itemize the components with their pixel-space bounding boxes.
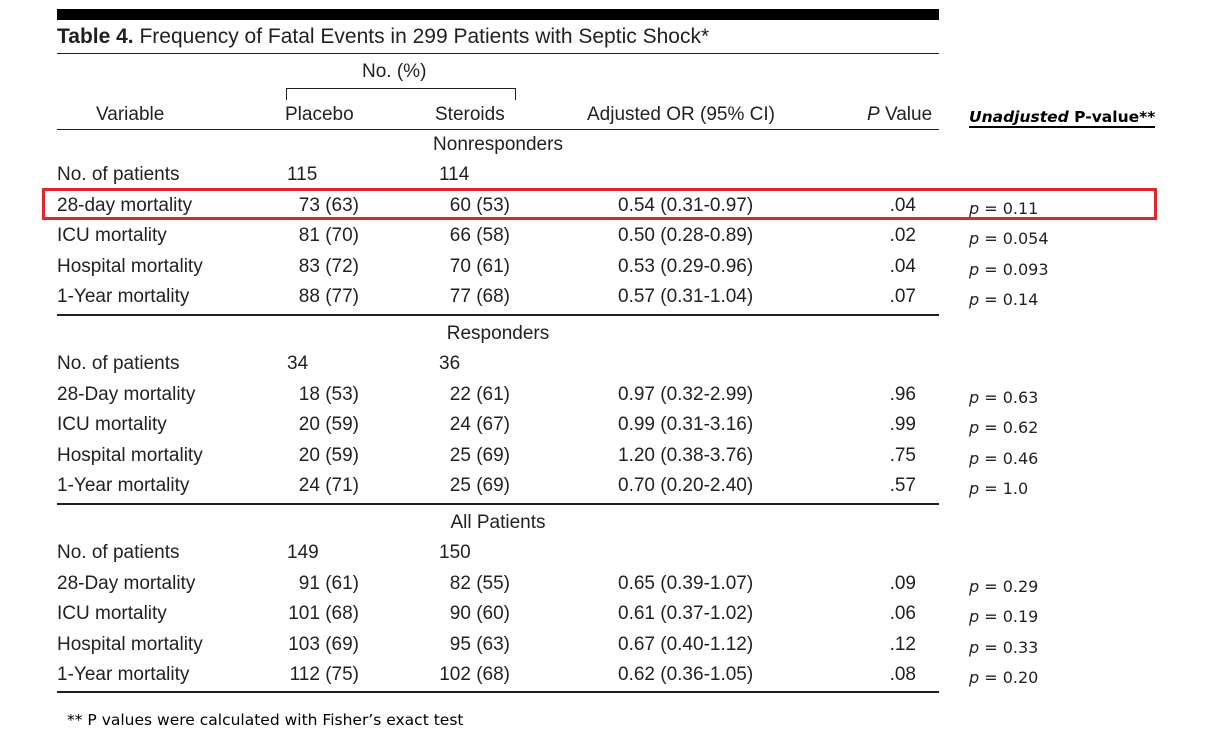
cell-adjusted-or: 0.53 (0.29-0.96) [618, 255, 754, 277]
cell-steroids: 60 (53) [449, 194, 510, 216]
cell-placebo: 112 (75) [289, 664, 359, 685]
cell-p-value: .75 [889, 444, 916, 466]
header-steroids: Steroids [435, 104, 505, 125]
equals-sign: = [979, 448, 1003, 468]
p-symbol: p [969, 479, 980, 498]
row-label: No. of patients [57, 353, 180, 375]
equals-sign: = [979, 576, 1003, 596]
section-rule [57, 691, 939, 693]
header-adjusted-or: Adjusted OR (95% CI) [587, 104, 775, 125]
p-symbol: p [969, 607, 980, 627]
p-number: 0.054 [1002, 229, 1049, 249]
p-number: 0.11 [1002, 198, 1039, 218]
cell-placebo: 83 (72) [298, 255, 359, 277]
row-label: No. of patients [57, 164, 180, 186]
row-label: ICU mortality [57, 225, 167, 247]
cell-adjusted-or: 0.99 (0.31-3.16) [618, 414, 754, 436]
p-number: 0.33 [1002, 637, 1039, 657]
row-label: 28-day mortality [57, 194, 193, 216]
cell-steroids: 24 (67) [449, 414, 510, 436]
cell-steroids: 77 (68) [449, 286, 510, 307]
cell-adjusted-or: 0.97 (0.32-2.99) [618, 383, 754, 405]
cell-adjusted-or: 0.65 (0.39-1.07) [618, 572, 754, 594]
row-label: 1-Year mortality [57, 664, 190, 685]
p-symbol: p [969, 668, 980, 687]
cell-unadjusted-p [969, 668, 1038, 687]
p-number: 1.0 [1002, 479, 1029, 498]
cell-placebo: 20 (59) [298, 414, 359, 436]
cell-p-value: .99 [889, 414, 916, 436]
table-top-bar [57, 9, 939, 20]
cell-placebo: 73 (63) [298, 194, 359, 216]
section-heading: Nonresponders [433, 134, 563, 155]
group-bracket [286, 88, 516, 100]
cell-unadjusted-p [969, 418, 1038, 437]
cell-p-value: .04 [889, 194, 916, 216]
header-variable: Variable [96, 104, 165, 125]
header-rule [57, 129, 939, 130]
row-label: ICU mortality [57, 414, 167, 436]
cell-steroids: 36 [439, 353, 461, 375]
cell-adjusted-or: 0.70 (0.20-2.40) [618, 475, 754, 496]
cell-p-value: .04 [889, 255, 916, 277]
cell-p-value: .12 [889, 633, 916, 655]
cell-placebo: 88 (77) [298, 286, 359, 307]
cell-placebo: 34 [287, 353, 309, 375]
row-label: 28-Day mortality [57, 383, 196, 405]
cell-unadjusted-p [969, 577, 1038, 596]
row-label: 1-Year mortality [57, 286, 190, 307]
cell-placebo: 149 [287, 542, 319, 564]
p-number: 0.20 [1002, 668, 1039, 687]
header-unadjusted-p: Unadjusted P-value** [969, 108, 1156, 126]
cell-adjusted-or: 0.57 (0.31-1.04) [618, 286, 754, 307]
cell-p-value: .57 [889, 475, 916, 496]
cell-adjusted-or: 0.54 (0.31-0.97) [618, 194, 754, 216]
cell-steroids: 90 (60) [449, 603, 510, 625]
equals-sign: = [979, 198, 1003, 218]
p-symbol: p [969, 576, 980, 596]
p-number: 0.14 [1002, 290, 1039, 309]
cell-p-value: .09 [889, 572, 916, 594]
p-symbol: p [969, 387, 980, 407]
cell-adjusted-or: 1.20 (0.38-3.76) [618, 444, 754, 466]
p-symbol: p [969, 637, 980, 657]
cell-unadjusted-p [969, 638, 1038, 657]
row-label: ICU mortality [57, 603, 167, 625]
row-label: Hospital mortality [57, 255, 203, 277]
equals-sign: = [979, 387, 1003, 407]
p-symbol: p [969, 229, 980, 249]
row-label: No. of patients [57, 542, 180, 564]
cell-unadjusted-p [969, 229, 1049, 248]
footnote: ** P values were calculated with Fisher’s exact test [67, 711, 464, 729]
cell-unadjusted-p [969, 607, 1038, 626]
cell-placebo: 24 (71) [298, 475, 359, 496]
section-rule [57, 314, 939, 316]
cell-p-value: .02 [889, 225, 916, 247]
p-symbol: p [969, 290, 980, 309]
cell-placebo: 18 (53) [298, 383, 359, 405]
group-header: No. (%) [362, 61, 427, 82]
p-number: 0.19 [1002, 607, 1039, 627]
row-label: 28-Day mortality [57, 572, 196, 594]
p-number: 0.093 [1002, 259, 1049, 279]
cell-p-value: .06 [889, 603, 916, 625]
cell-steroids: 66 (58) [449, 225, 510, 247]
cell-steroids: 95 (63) [449, 633, 510, 655]
p-symbol: p [969, 259, 980, 279]
table-caption: Frequency of Fatal Events in 299 Patients with Septic Shock* [133, 25, 710, 48]
cell-steroids: 25 (69) [449, 475, 510, 496]
cell-p-value: .08 [889, 664, 916, 685]
p-symbol: p [969, 448, 980, 468]
cell-unadjusted-p [969, 290, 1038, 309]
p-number: 0.62 [1002, 418, 1039, 438]
row-label: Hospital mortality [57, 444, 203, 466]
cell-placebo: 115 [287, 164, 318, 186]
cell-steroids: 150 [439, 542, 471, 564]
cell-adjusted-or: 0.62 (0.36-1.05) [618, 664, 754, 685]
cell-adjusted-or: 0.50 (0.28-0.89) [618, 225, 754, 247]
section-heading: Responders [446, 323, 550, 344]
cell-placebo: 103 (69) [288, 633, 359, 655]
section-heading: All Patients [450, 512, 546, 533]
row-label: Hospital mortality [57, 633, 203, 655]
header-p-value: P Value [867, 104, 933, 125]
cell-steroids: 70 (61) [449, 255, 510, 277]
cell-adjusted-or: 0.67 (0.40-1.12) [618, 633, 754, 655]
row-label: 1-Year mortality [57, 475, 190, 496]
equals-sign: = [979, 479, 1003, 498]
table-number: Table 4. [57, 25, 134, 48]
header-placebo: Placebo [285, 104, 354, 125]
cell-placebo: 81 (70) [298, 225, 359, 247]
equals-sign: = [979, 259, 1003, 279]
cell-adjusted-or: 0.61 (0.37-1.02) [618, 603, 754, 625]
cell-steroids: 102 (68) [439, 664, 510, 685]
p-symbol: p [969, 198, 980, 218]
cell-unadjusted-p [969, 388, 1038, 407]
equals-sign: = [979, 668, 1003, 687]
title-rule [57, 53, 939, 54]
p-number: 0.29 [1002, 576, 1039, 596]
cell-steroids: 25 (69) [449, 444, 510, 466]
cell-placebo: 101 (68) [288, 603, 359, 625]
cell-steroids: 22 (61) [449, 383, 510, 405]
cell-placebo: 20 (59) [298, 444, 359, 466]
p-number: 0.46 [1002, 448, 1039, 468]
cell-placebo: 91 (61) [298, 572, 359, 594]
cell-steroids: 114 [439, 164, 470, 186]
cell-unadjusted-p [969, 449, 1038, 468]
cell-unadjusted-p [969, 479, 1028, 498]
p-number: 0.63 [1002, 387, 1039, 407]
equals-sign: = [979, 607, 1003, 627]
section-rule [57, 503, 939, 505]
equals-sign: = [979, 637, 1003, 657]
cell-unadjusted-p [969, 260, 1049, 279]
cell-p-value: .07 [889, 286, 916, 307]
equals-sign: = [979, 229, 1003, 249]
p-symbol: p [969, 418, 980, 438]
equals-sign: = [979, 290, 1003, 309]
equals-sign: = [979, 418, 1003, 438]
cell-steroids: 82 (55) [449, 572, 510, 594]
table-title [57, 25, 709, 49]
highlight-box [42, 188, 1157, 220]
cell-p-value: .96 [889, 383, 916, 405]
